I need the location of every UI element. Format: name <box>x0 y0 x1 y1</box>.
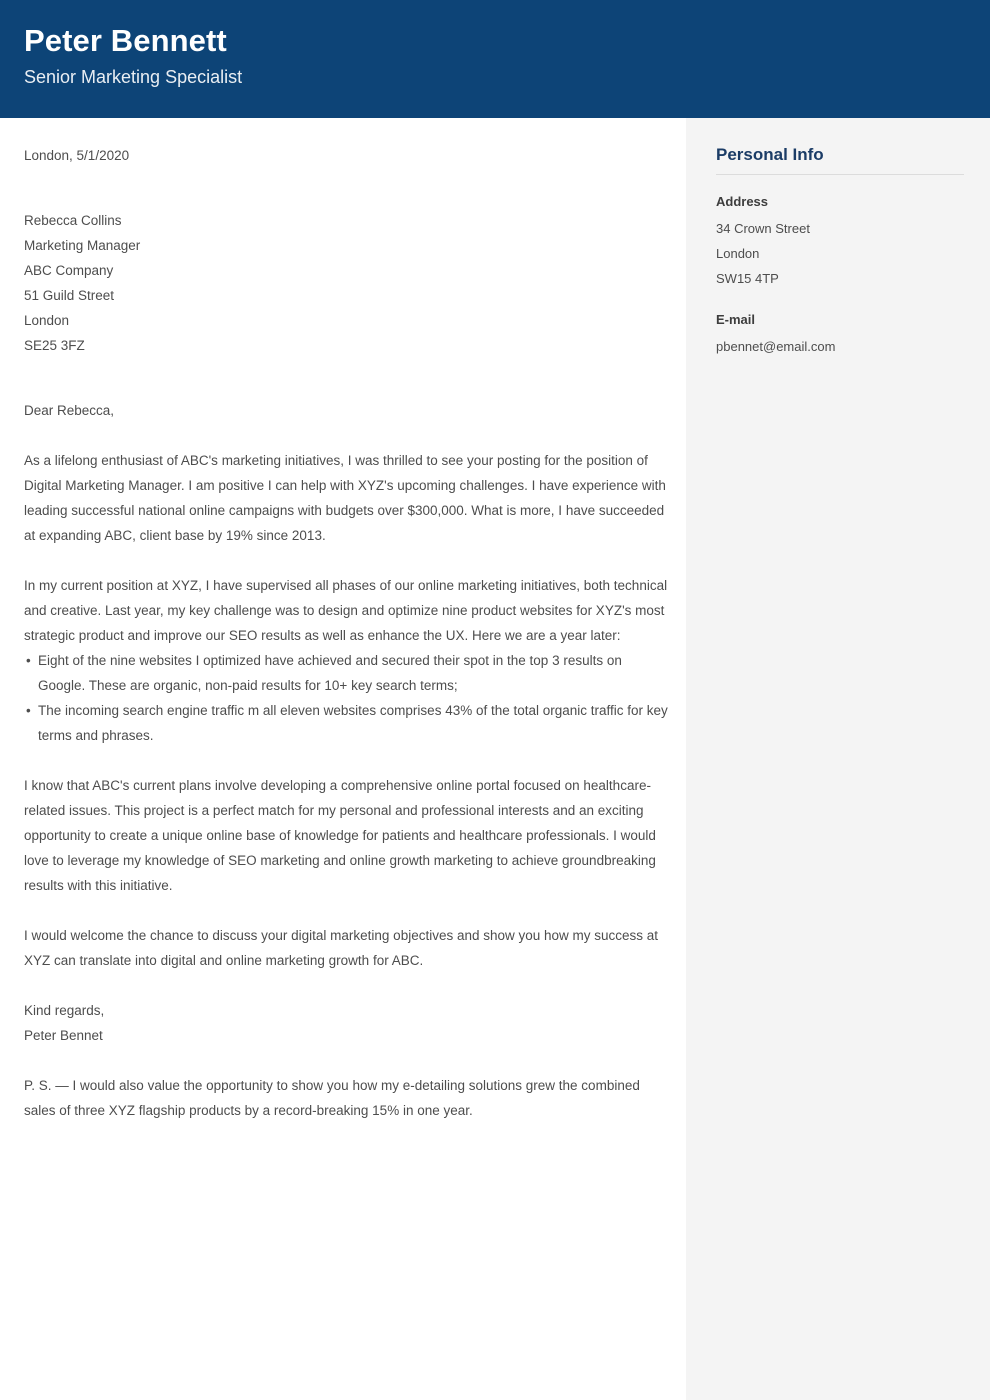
sidebar-label-address: Address <box>716 194 769 209</box>
document-body <box>0 118 990 1400</box>
applicant-job-title: Senior Marketing Specialist <box>24 67 243 87</box>
document-header <box>0 0 990 118</box>
address-street: 34 Crown Street <box>716 221 810 236</box>
applicant-name: Peter Bennett <box>24 23 227 58</box>
sidebar-label-email: E-mail <box>716 312 756 327</box>
signature-name: Peter Bennet <box>24 1028 103 1043</box>
sidebar-heading: Personal Info <box>716 145 824 164</box>
personal-info-sidebar <box>686 118 990 1400</box>
body-paragraph-4: I would welcome the chance to discuss your digital marketing objectives and show you how my success at XYZ can translate into digital and online marketing growth for ABC. <box>24 928 659 968</box>
body-paragraph-1: As a lifelong enthusiast of ABC's marketing initiatives, I was thrilled to see your posting for the position of Digital Marketing Manager. I am positive I can help with XYZ's upcoming challenges. I have experience with leading successful national online campaigns with budgets over $300,000. What is more, I have succeeded at expanding ABC, client base by 19% since 2013. <box>24 453 666 543</box>
recipient-address-block <box>24 208 668 358</box>
address-city: London <box>716 246 760 261</box>
recipient-city: London <box>24 313 70 328</box>
signoff-block <box>24 998 668 1048</box>
list-item <box>24 698 668 748</box>
salutation-block <box>24 398 668 423</box>
recipient-job-title: Marketing Manager <box>24 238 141 253</box>
sidebar-heading-divider <box>716 174 964 175</box>
recipient-name: Rebecca Collins <box>24 213 122 228</box>
date-line: London, 5/1/2020 <box>24 148 130 163</box>
recipient-postcode: SE25 3FZ <box>24 338 85 353</box>
list-item <box>24 648 668 698</box>
bullet-dot-icon: • <box>26 703 31 718</box>
list-item-text: The incoming search engine traffic m all eleven websites comprises 43% of the total organic traffic for key terms and phrases. <box>38 703 668 743</box>
bullet-dot-icon: • <box>26 653 31 668</box>
email-address[interactable]: pbennet@email.com <box>716 339 836 354</box>
address-postcode: SW15 4TP <box>716 271 779 286</box>
recipient-company: ABC Company <box>24 263 114 278</box>
letter-column <box>0 118 686 1400</box>
postscript-paragraph: P. S. — I would also value the opportunity to show you how my e-detailing solutions grew the combined sales of three XYZ flagship products by a record-breaking 15% in one year. <box>24 1078 640 1118</box>
recipient-street: 51 Guild Street <box>24 288 115 303</box>
sidebar-group-email <box>716 309 964 359</box>
sidebar-group-address <box>716 191 964 291</box>
body-paragraph-2: In my current position at XYZ, I have supervised all phases of our online marketing initiatives, both technical and creative. Last year, my key challenge was to design and optimize nine product websites for XYZ's most strategic product and improve our SEO results as well as enhance the UX. Here we are a year later: <box>24 578 668 643</box>
achievement-bullet-list <box>24 648 668 748</box>
list-item-text: Eight of the nine websites I optimized have achieved and secured their spot in the top 3 results on Google. These are organic, non-paid results for 10+ key search terms; <box>38 653 622 693</box>
salutation-text: Dear Rebecca, <box>24 403 115 418</box>
body-paragraph-3: I know that ABC's current plans involve developing a comprehensive online portal focused on healthcare-related issues. This project is a perfect match for my personal and professional interests and an exciting opportunity to create a unique online base of knowledge for patients and healthcare professionals. I would love to leverage my knowledge of SEO marketing and online growth marketing to achieve groundbreaking results with this initiative. <box>24 778 656 893</box>
closing-text: Kind regards, <box>24 1003 105 1018</box>
date-block <box>24 143 668 168</box>
